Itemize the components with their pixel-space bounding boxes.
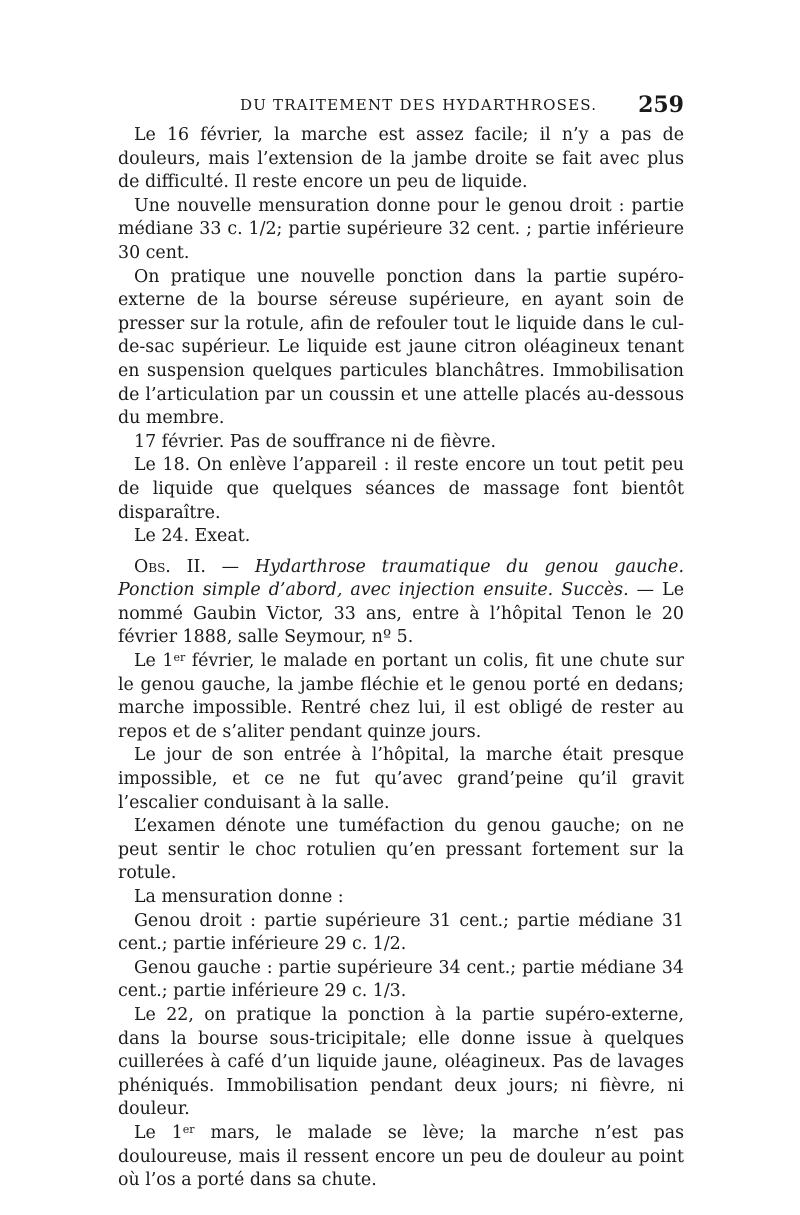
- ordinal-superscript: er: [182, 1122, 195, 1136]
- paragraph: [118, 650, 684, 744]
- paragraph: Genou droit : partie supérieure 31 cent.; partie médiane 31 cent.; partie inférieure 29 c. 1/2.: [118, 910, 684, 955]
- paragraph: Genou gauche : partie supérieure 34 cent.; partie médiane 34 cent.; partie inférieure 29 c. 1/3.: [118, 957, 684, 1002]
- ordinal-superscript: er: [173, 651, 186, 665]
- paragraph: [118, 1122, 684, 1193]
- paragraph: On pratique une nouvelle ponction dans la partie supéro-externe de la bourse séreuse supérieure, en ayant soin de presser sur la rotule, afin de refouler tout le liquide dans le cul-de-sac supérieur. Le liquide est jaune citron oléagineux tenant en suspension quelques particules blanchâtres. Immobilisation de l’articulation par un coussin et une attelle placés au-dessous du membre.: [118, 266, 684, 429]
- paragraph: La mensuration donne :: [134, 887, 344, 907]
- observation-label: Obs. II.: [134, 556, 206, 577]
- paragraph-rest: mars, le malade se lève; la marche n’est pas douloureuse, mais il ressent encore un peu de douleur au point où l’os a porté dans sa chute.: [118, 1122, 684, 1191]
- paragraph-rest: février, le malade en portant un colis, fit une chute sur le genou gauche, la jambe fléchie et le genou porté en dedans; marche impossible. Rentré chez lui, il est obligé de rester au repos et de s’aliter pendant quinze jours.: [118, 651, 684, 742]
- observation-heading-paragraph: [118, 556, 684, 650]
- paragraph: Le 16 février, la marche est assez facile; il n’y a pas de douleurs, mais l’extension de la jambe droite se fait avec plus de difficulté. Il reste encore un peu de liquide.: [118, 125, 684, 193]
- paragraph: Le jour de son entrée à l’hôpital, la marche était presque impossible, et ce ne fut qu’avec grand’peine qu’il gravit l’escalier conduisant à la salle.: [118, 745, 684, 813]
- running-head: DU TRAITEMENT DES HYDARTHROSES.: [240, 96, 598, 114]
- body-text: [118, 124, 684, 1193]
- paragraph: Une nouvelle mensuration donne pour le genou droit : partie médiane 33 c. 1/2; partie supérieure 32 cent. ; partie inférieure 30 cent.: [118, 195, 684, 263]
- paragraph: Le 24. Exeat.: [134, 526, 251, 547]
- page-header: [118, 92, 684, 122]
- paragraph-start: Le 1: [134, 1122, 183, 1143]
- paragraph: 17 février. Pas de souffrance ni de fièvre.: [134, 431, 497, 452]
- paragraph: L’examen dénote une tuméfaction du genou gauche; on ne peut sentir le choc rotulien qu’en pressant fortement sur la rotule.: [118, 816, 684, 884]
- paragraph: Le 22, on pratique la ponction à la partie supéro-externe, dans la bourse sous-tricipitale; elle donne issue à quelques cuillerées à café d’un liquide jaune, oléagineux. Pas de lavages phéniqués. Immobilisation pendant deux jours; ni fièvre, ni douleur.: [118, 1004, 684, 1120]
- paragraph-start: Le 1: [134, 651, 174, 672]
- page-number: 259: [638, 92, 684, 118]
- paragraph: Le 18. On enlève l’appareil : il reste encore un tout petit peu de liquide que quelques séances de massage font bientôt disparaître.: [118, 455, 684, 523]
- observation-title: Hydarthrose traumatique du genou gauche. Ponction simple d’abord, avec injection ensuite. Succès.: [118, 556, 684, 601]
- observation-dash: —: [205, 556, 255, 577]
- observation-text: — Le nommé Gaubin Victor, 33 ans, entre à l’hôpital Tenon le 20 février 1888, salle Seymour, nº 5.: [118, 580, 684, 648]
